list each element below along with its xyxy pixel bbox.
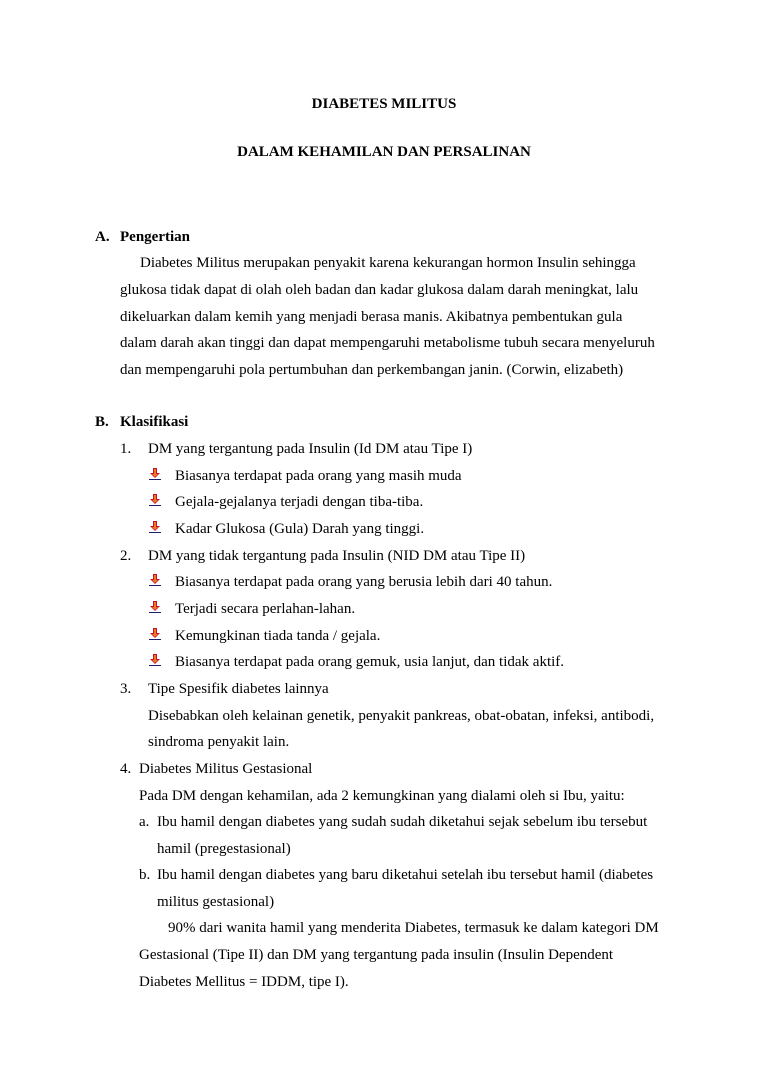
section-a-line-5: dan mempengaruhi pola pertumbuhan dan perkembangan janin. (Corwin, elizabeth) — [120, 362, 624, 378]
item-2-bullet-3: Kemungkinan tiada tanda / gejala. — [175, 628, 381, 644]
item-4-closing-2: Gestasional (Tipe II) dan DM yang tergantung pada insulin (Insulin Dependent — [139, 947, 614, 963]
item-1-bullet-2: Gejala-gejalanya terjadi dengan tiba-tiba. — [175, 494, 424, 510]
section-a-letter: A. — [95, 229, 110, 245]
item-3-line-1: Disebabkan oleh kelainan genetik, penyakit pankreas, obat-obatan, infeksi, antibodi, — [148, 708, 655, 724]
bullet-icon — [148, 467, 162, 481]
item-2-bullet-1: Biasanya terdapat pada orang yang berusia lebih dari 40 tahun. — [175, 574, 553, 590]
section-a-line-3: dikeluarkan dalam kemih yang menjadi berasa manis. Akibatnya pembentukan gula — [120, 309, 623, 325]
bullet-icon — [148, 627, 162, 641]
bullet-icon — [148, 520, 162, 534]
item-4-closing-1: 90% dari wanita hamil yang menderita Diabetes, termasuk ke dalam kategori DM — [168, 920, 659, 936]
document-subtitle: DALAM KEHAMILAN DAN PERSALINAN — [237, 144, 531, 160]
item-4b-line-2: militus gestasional) — [157, 894, 275, 910]
bullet-icon — [148, 493, 162, 507]
item-1-text: DM yang tergantung pada Insulin (Id DM atau Tipe I) — [148, 441, 473, 457]
item-2-text: DM yang tidak tergantung pada Insulin (NID DM atau Tipe II) — [148, 548, 526, 564]
item-3-text: Tipe Spesifik diabetes lainnya — [148, 681, 329, 697]
item-4b-line-1: Ibu hamil dengan diabetes yang baru diketahui setelah ibu tersebut hamil (diabetes — [157, 867, 654, 883]
bullet-icon — [148, 600, 162, 614]
item-2-bullet-4: Biasanya terdapat pada orang gemuk, usia lanjut, dan tidak aktif. — [175, 654, 565, 670]
section-b-letter: B. — [95, 414, 109, 430]
item-4-text: Diabetes Militus Gestasional — [139, 761, 313, 777]
item-4-closing-3: Diabetes Mellitus = IDDM, tipe I). — [139, 974, 349, 990]
section-a-heading: Pengertian — [120, 229, 190, 245]
item-4a-line-2: hamil (pregestasional) — [157, 841, 291, 857]
item-1-bullet-3: Kadar Glukosa (Gula) Darah yang tinggi. — [175, 521, 425, 537]
item-2-number: 2. — [120, 548, 132, 564]
item-4a-line-1: Ibu hamil dengan diabetes yang sudah sudah diketahui sejak sebelum ibu tersebut — [157, 814, 648, 830]
item-4b-label: b. — [139, 867, 151, 883]
item-2-bullet-2: Terjadi secara perlahan-lahan. — [175, 601, 356, 617]
item-4a-label: a. — [139, 814, 150, 830]
item-1-bullet-1: Biasanya terdapat pada orang yang masih muda — [175, 468, 462, 484]
document-title: DIABETES MILITUS — [311, 96, 457, 112]
item-3-line-2: sindroma penyakit lain. — [148, 734, 290, 750]
bullet-icon — [148, 573, 162, 587]
section-a-line-1: Diabetes Militus merupakan penyakit karena kekurangan hormon Insulin sehingga — [140, 255, 636, 271]
section-a-line-2: glukosa tidak dapat di olah oleh badan dan kadar glukosa dalam darah meningkat, lalu — [120, 282, 639, 298]
item-4-intro: Pada DM dengan kehamilan, ada 2 kemungkinan yang dialami oleh si Ibu, yaitu: — [139, 788, 625, 804]
bullet-icon — [148, 653, 162, 667]
item-1-number: 1. — [120, 441, 132, 457]
section-a-line-4: dalam darah akan tinggi dan dapat mempengaruhi metabolisme tubuh secara menyeluruh — [120, 335, 655, 351]
section-b-heading: Klasifikasi — [120, 414, 189, 430]
item-4-number: 4. — [120, 761, 132, 777]
item-3-number: 3. — [120, 681, 132, 697]
